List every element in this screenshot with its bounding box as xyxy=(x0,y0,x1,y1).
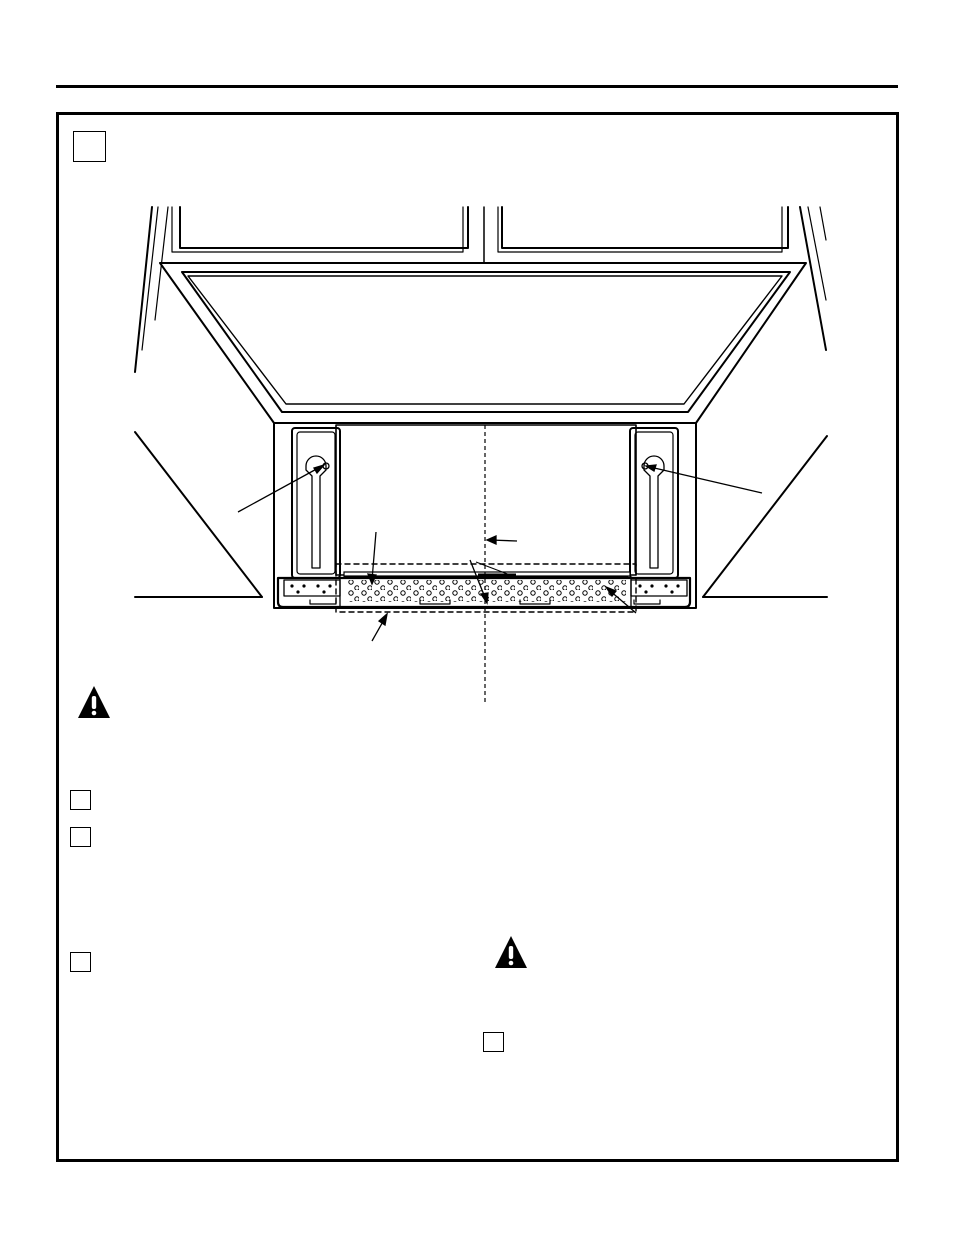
cabinet-side-right xyxy=(800,207,826,350)
cabinet-door-right xyxy=(498,207,788,252)
cabinet-side-left xyxy=(135,207,168,372)
wall-corner-left xyxy=(135,432,262,597)
paper-template xyxy=(336,425,636,575)
callout-arrows xyxy=(238,465,762,641)
cabinet-bottom xyxy=(160,263,806,423)
wall-corner-right xyxy=(703,436,827,597)
cabinet-door-left xyxy=(172,207,468,252)
bracket-right xyxy=(630,428,678,578)
bracket-left xyxy=(292,428,340,578)
